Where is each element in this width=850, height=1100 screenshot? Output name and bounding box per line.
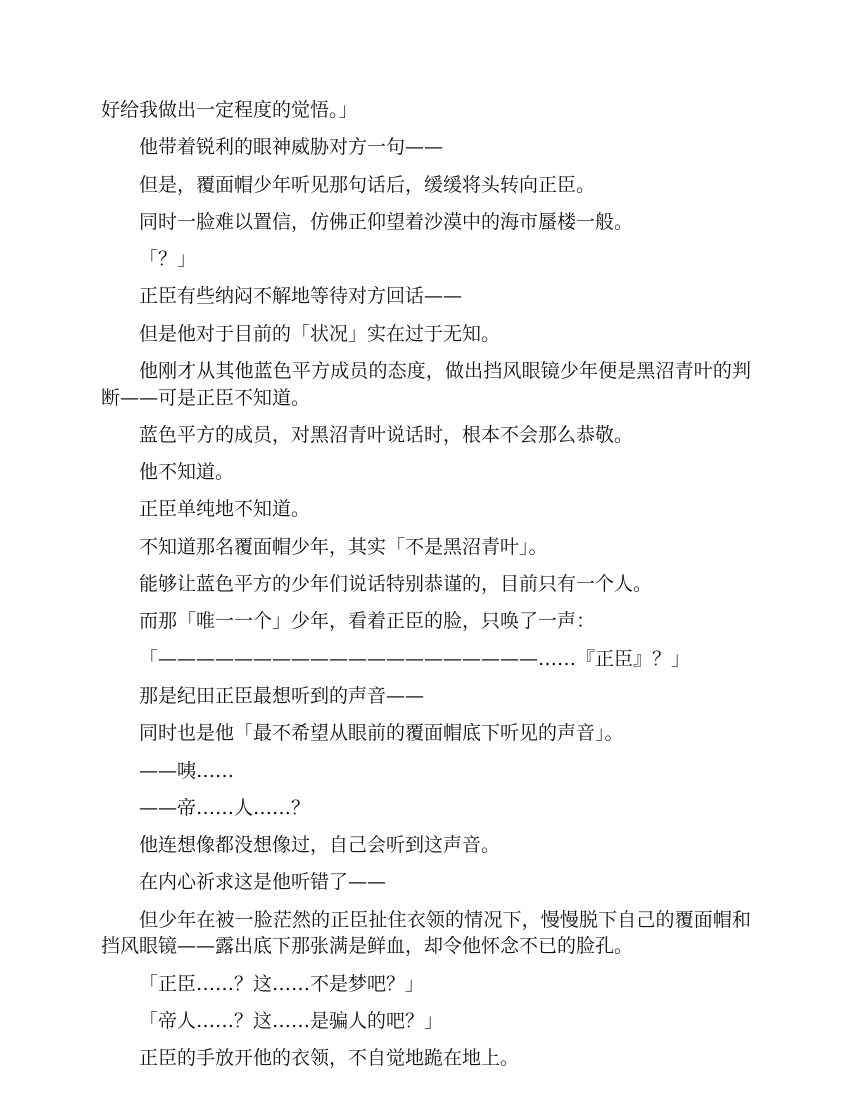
paragraph: 「————————————————————……『正臣』？」 [139, 647, 691, 670]
paragraph: 好给我做出一定程度的觉悟。」 [101, 99, 358, 121]
paragraph: 「帝人……？这……是骗人的吧？」 [139, 1009, 444, 1032]
paragraph: ——帝……人……？ [139, 796, 311, 819]
paragraph: 那是纪田正臣最想听到的声音—— [139, 684, 425, 707]
paragraph: 但是，覆面帽少年听见那句话后，缓缓将头转向正臣。 [139, 173, 596, 196]
paragraph: 他带着锐利的眼神威胁对方一句—— [139, 136, 444, 159]
paragraph: 「？」 [139, 248, 197, 271]
paragraph: 不知道那名覆面帽少年，其实「不是黑沼青叶」。 [139, 535, 548, 558]
paragraph: 他刚才从其他蓝色平方成员的态度，做出挡风眼镜少年便是黑沼青叶的判断——可是正臣不知道。 [101, 360, 751, 409]
paragraph: 同时一脸难以置信，仿佛正仰望着沙漠中的海市蜃楼一般。 [139, 210, 634, 233]
paragraph: 蓝色平方的成员，对黑沼青叶说话时，根本不会那么恭敬。 [139, 423, 634, 446]
paragraph: 但少年在被一脸茫然的正臣扯住衣领的情况下，慢慢脱下自己的覆面帽和挡风眼镜——露出底下那张满是鲜血，却令他怀念不已的脸孔。 [101, 908, 751, 958]
paragraph: 能够让蓝色平方的少年们说话特别恭谨的，目前只有一个人。 [139, 573, 653, 596]
paragraph: 正臣有些纳闷不解地等待对方回话—— [139, 285, 463, 308]
paragraph: ——咦…… [139, 759, 235, 782]
paragraph: 而那「唯一一个」少年，看着正臣的脸，只唤了一声： [139, 610, 596, 633]
paragraph: 正臣的手放开他的衣领，不自觉地跪在地上。 [139, 1047, 520, 1070]
paragraph: 正臣单纯地不知道。 [139, 498, 311, 521]
paragraph: 他不知道。 [139, 461, 235, 484]
document-page [101, 97, 751, 1082]
paragraph: 「正臣……？这……不是梦吧？」 [139, 972, 425, 995]
paragraph: 但是他对于目前的「状况」实在过于无知。 [139, 322, 501, 345]
paragraph: 他连想像都没想像过，自己会听到这声音。 [139, 834, 501, 857]
paragraph: 在内心祈求这是他听错了—— [139, 871, 387, 894]
paragraph: 同时也是他「最不希望从眼前的覆面帽底下听见的声音」。 [139, 722, 624, 745]
